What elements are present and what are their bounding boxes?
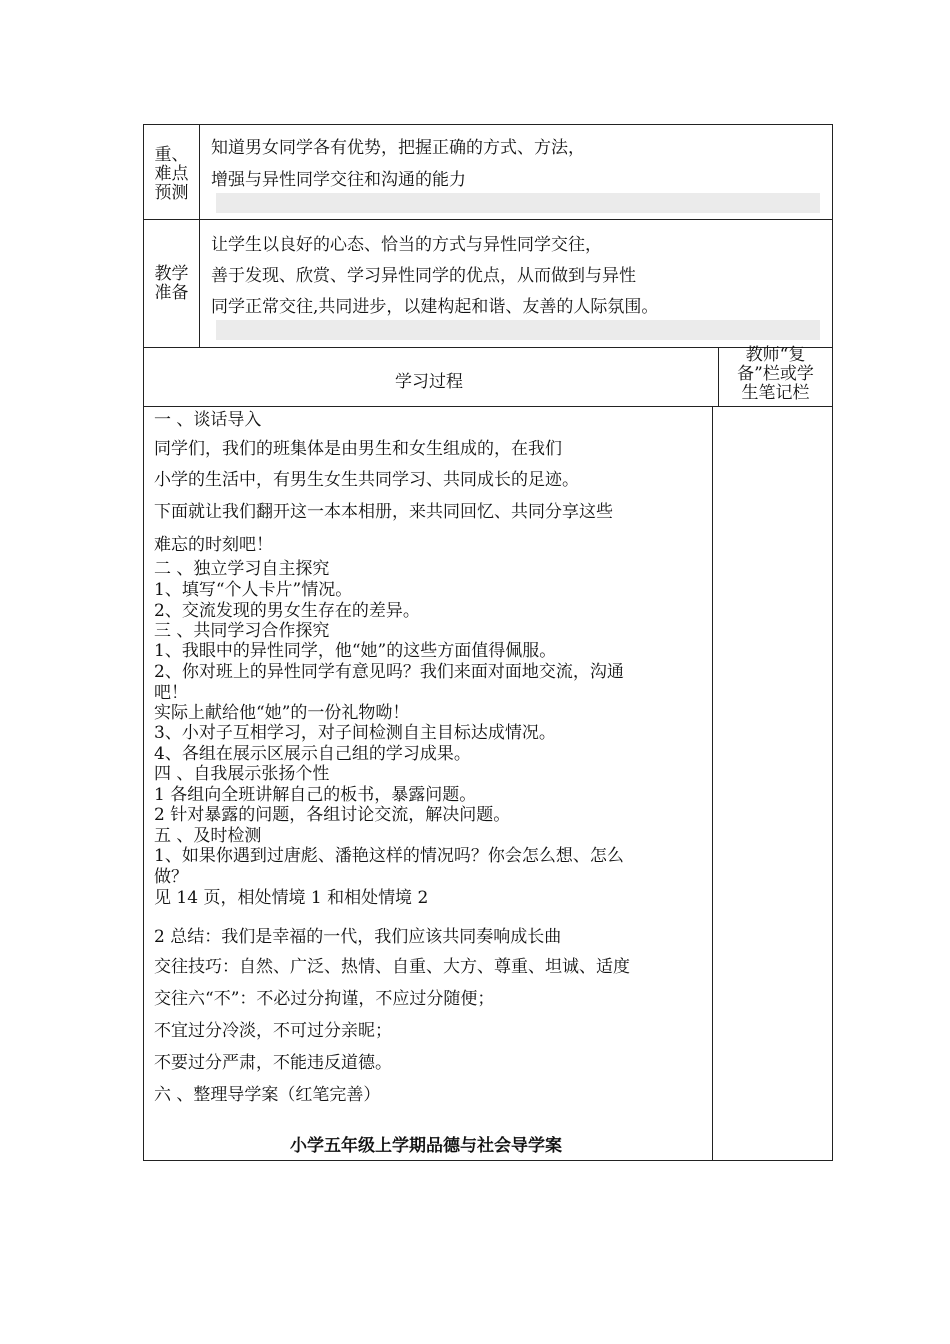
process-line: 1 各组向全班讲解自己的板书，暴露问题。 <box>154 785 477 805</box>
process-line: 1、填写“个人卡片”情况。 <box>154 580 353 600</box>
footer-title: 小学五年级上学期品德与社会导学案 <box>290 1136 562 1156</box>
process-line: 吧！ <box>154 683 188 703</box>
process-line: 四 、自我展示张扬个性 <box>154 764 330 784</box>
process-line: 4、各组在展示区展示自己组的学习成果。 <box>154 744 471 764</box>
process-line: 一 、谈话导入 <box>154 410 262 430</box>
process-line: 难忘的时刻吧！ <box>154 535 273 555</box>
preparation-line-2: 善于发现、欣赏、学习异性同学的优点，从而做到与异性 <box>211 266 636 286</box>
process-line: 不宜过分冷淡，不可过分亲昵； <box>154 1021 392 1041</box>
notes-column-divider <box>712 407 713 1160</box>
process-line: 2、你对班上的异性同学有意见吗？我们来面对面地交流，沟通 <box>154 662 624 682</box>
process-line: 1、我眼中的异性同学，他“她”的这些方面值得佩服。 <box>154 641 557 661</box>
process-line: 小学的生活中，有男生女生共同学习、共同成长的足迹。 <box>154 470 579 490</box>
process-line: 六 、整理导学案（红笔完善） <box>154 1085 381 1105</box>
preparation-line-1: 让学生以良好的心态、恰当的方式与异性同学交往， <box>211 235 602 255</box>
process-line: 做？ <box>154 867 188 887</box>
preparation-shade <box>216 320 820 340</box>
process-line: 同学们，我们的班集体是由男生和女生组成的，在我们 <box>154 439 562 459</box>
process-header: 学习过程 <box>395 372 463 392</box>
process-line: 三 、共同学习合作探究 <box>154 621 330 641</box>
process-line: 五 、及时检测 <box>154 826 262 846</box>
difficulty-row <box>144 125 832 220</box>
process-line: 二 、独立学习自主探究 <box>154 559 330 579</box>
difficulty-line-2: 增强与异性同学交往和沟通的能力 <box>211 170 466 190</box>
process-body <box>144 407 832 1160</box>
process-line: 交往技巧：自然、广泛、热情、自重、大方、尊重、坦诚、适度 <box>154 957 630 977</box>
process-line: 2、交流发现的男女生存在的差异。 <box>154 601 420 621</box>
process-line: 2 针对暴露的问题，各组讨论交流，解决问题。 <box>154 805 511 825</box>
process-line: 实际上献给他“她”的一份礼物呦！ <box>154 703 410 723</box>
process-line: 1、如果你遇到过唐彪、潘艳这样的情况吗？你会怎么想、怎么 <box>154 846 624 866</box>
notes-header: 教师“复 备”栏或学 生笔记栏 <box>737 345 814 403</box>
preparation-line-3: 同学正常交往,共同进步，以建构起和谐、友善的人际氛围。 <box>211 297 659 317</box>
difficulty-label: 重、 难点 预测 <box>144 125 200 219</box>
process-line: 见 14 页，相处情境 1 和相处情境 2 <box>154 888 429 908</box>
header-row <box>144 345 832 407</box>
process-line: 交往六“不”：不必过分拘谨，不应过分随便； <box>154 989 495 1009</box>
process-line: 下面就让我们翻开这一本本相册，来共同回忆、共同分享这些 <box>154 502 613 522</box>
lesson-plan-table <box>143 124 833 1161</box>
process-line: 不要过分严肃，不能违反道德。 <box>154 1053 392 1073</box>
preparation-row <box>144 220 832 348</box>
process-line: 3、小对子互相学习，对子间检测自主目标达成情况。 <box>154 723 556 743</box>
difficulty-line-1: 知道男女同学各有优势，把握正确的方式、方法， <box>211 138 585 158</box>
preparation-label: 教学 准备 <box>144 220 200 347</box>
process-line: 2 总结：我们是幸福的一代，我们应该共同奏响成长曲 <box>154 927 562 947</box>
difficulty-shade <box>216 193 820 213</box>
